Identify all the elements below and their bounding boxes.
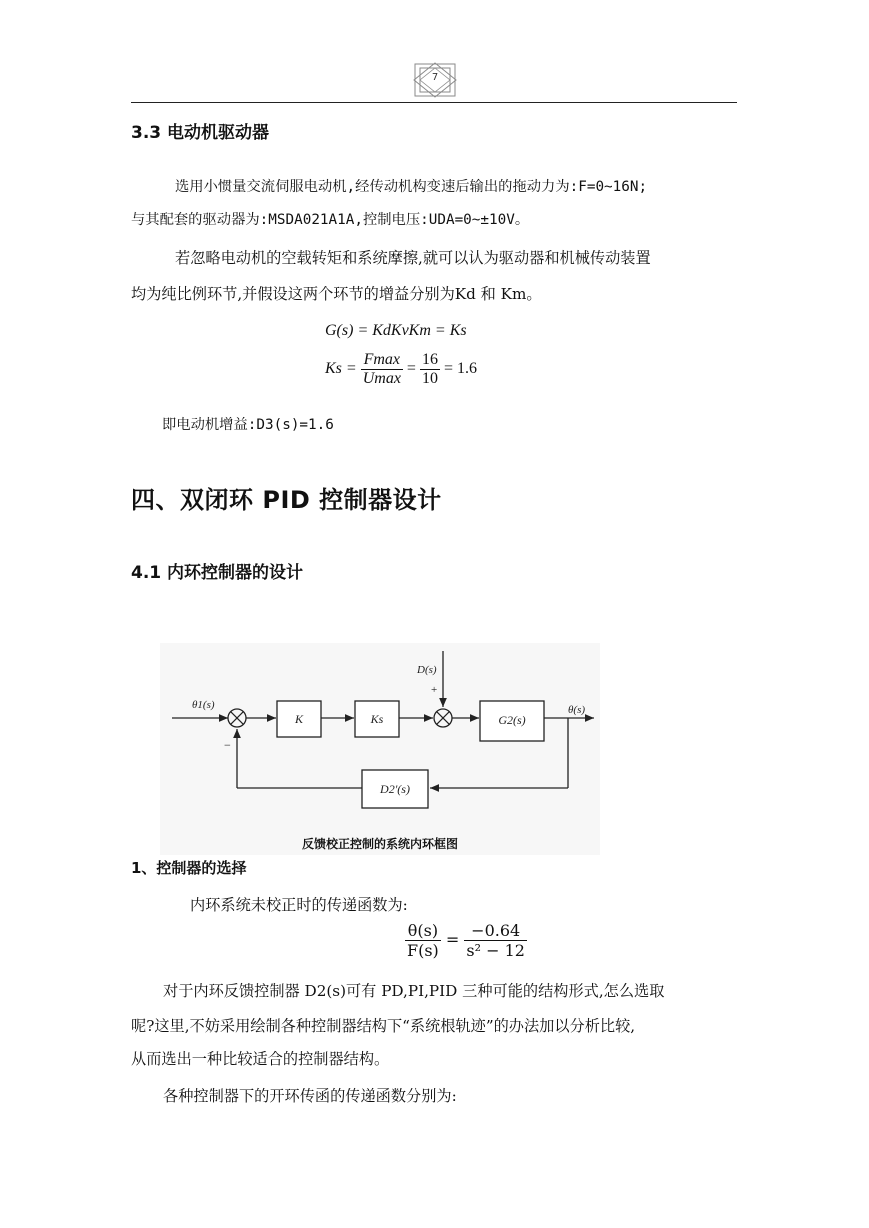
page-number: 7: [431, 72, 439, 83]
label-plus: +: [431, 684, 438, 696]
label-block-k: K: [294, 712, 304, 726]
fraction-fmax-umax: [361, 351, 403, 388]
fraction-denominator: Umax: [362, 370, 401, 387]
paragraph-assumption-line1: 若忽略电动机的空载转矩和系统摩擦,就可以认为驱动器和机械传动装置: [175, 249, 651, 267]
fraction-numerator-value: 16: [421, 351, 438, 368]
fraction-denominator-value: 10: [421, 370, 438, 387]
tf-lhs-numerator: θ(s): [405, 921, 441, 941]
fraction-values: [420, 351, 440, 388]
subheading-controller-selection: 1、控制器的选择: [131, 859, 247, 877]
equation-transfer-function: $\frac{\theta(s)}{F(s)}$ = $\frac{-0.64}{\text{s² − 12}}$: [407, 921, 525, 960]
label-input: θ1(s): [192, 699, 215, 711]
transfer-function-intro: 内环系统未校正时的传递函数为:: [190, 896, 408, 914]
paragraph-assumption-line2: 均为纯比例环节,并假设这两个环节的增益分别为Kd 和 Km。: [131, 285, 542, 303]
label-block-ks: Ks: [370, 712, 384, 726]
label-minus: −: [224, 738, 231, 752]
paragraph-motor-line1: 选用小惯量交流伺服电动机,经传动机构变速后输出的拖动力为:F=0~16N;: [175, 179, 648, 195]
tf-rhs-numerator: −0.64: [464, 921, 527, 941]
label-block-g2: G2(s): [498, 713, 526, 727]
motor-gain-result: 即电动机增益:D3(s)=1.6: [162, 417, 334, 433]
inner-loop-block-diagram: [160, 643, 600, 855]
equation-ks-result: = 1.6: [443, 360, 477, 378]
label-output: θ(s): [568, 704, 586, 716]
tf-lhs-fraction: [405, 921, 441, 960]
equation-rhs: = KdKvKm = Ks: [357, 322, 467, 339]
equation-gain-product: [325, 322, 467, 340]
section-4-1-title: 4.1 内环控制器的设计: [131, 563, 304, 583]
equation-lhs: G(s): [325, 322, 354, 339]
paragraph-motor-line2: 与其配套的驱动器为:MSDA021A1A,控制电压:UDA=0~±10V。: [131, 212, 530, 228]
paragraph-controller-forms-line3: 从而选出一种比较适合的控制器结构。: [131, 1050, 390, 1068]
chapter-4-title: 四、双闭环 PID 控制器设计: [131, 486, 442, 514]
section-3-3-title: 3.3 电动机驱动器: [131, 123, 270, 143]
tf-rhs-fraction: [464, 921, 527, 960]
diagram-caption: 反馈校正控制的系统内环框图: [301, 837, 458, 851]
tf-lhs-denominator: F(s): [407, 941, 439, 960]
tf-rhs-denominator: s² − 12: [466, 941, 525, 960]
paragraph-controller-forms-line2: 呢?这里,不妨采用绘制各种控制器结构下“系统根轨迹”的办法加以分析比较,: [131, 1017, 636, 1035]
equation-ks-lhs: Ks =: [325, 360, 357, 378]
header-rule: [131, 102, 737, 103]
equation-ks: Ks = $\frac{Fmax}{Umax}$ = $\frac{16}{10}$ = 1.6: [325, 351, 477, 387]
paragraph-open-loop-intro: 各种控制器下的开环传函的传递函数分别为:: [163, 1087, 457, 1105]
paragraph-controller-forms-line1: 对于内环反馈控制器 D2(s)可有 PD,PI,PID 三种可能的结构形式,怎么选取: [163, 982, 665, 1000]
label-block-d2: D2'(s): [380, 782, 410, 796]
label-disturbance: D(s): [417, 664, 437, 676]
fraction-numerator: Fmax: [361, 351, 403, 370]
